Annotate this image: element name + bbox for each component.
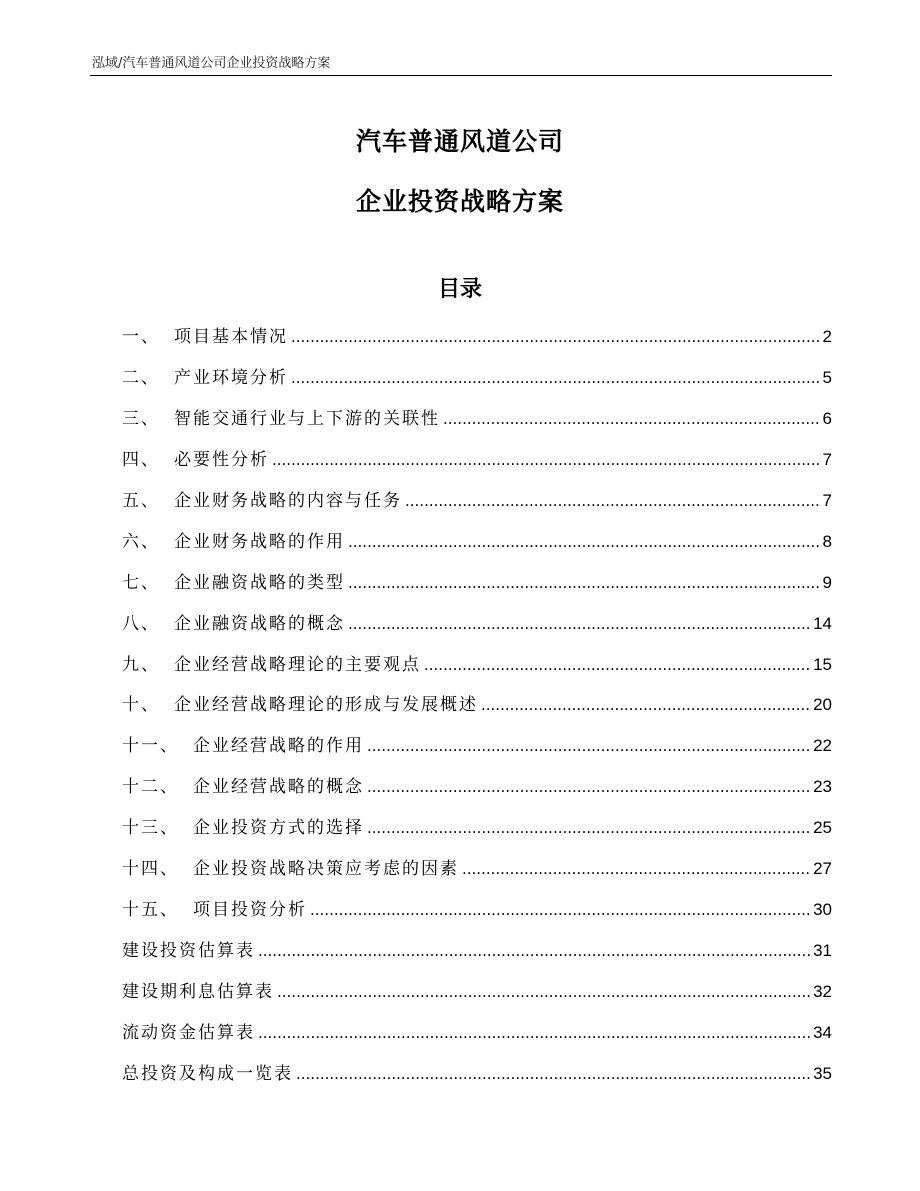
toc-dot-leader xyxy=(462,855,811,883)
toc-entry-title xyxy=(122,814,364,842)
toc-entry[interactable] xyxy=(122,896,832,937)
toc-entry-page: 34 xyxy=(813,1022,832,1042)
toc-entry-label: 必要性分析 xyxy=(174,449,269,470)
toc-entry-title xyxy=(122,405,440,433)
toc-dot-leader xyxy=(348,528,821,556)
toc-entry-label: 项目基本情况 xyxy=(174,327,288,347)
toc-entry-title xyxy=(122,528,345,556)
toc-entry-title xyxy=(122,364,288,392)
toc-entry-title xyxy=(122,773,364,801)
toc-entry[interactable] xyxy=(122,446,832,487)
toc-entry-label: 建设投资估算表 xyxy=(122,941,255,962)
toc-entry[interactable] xyxy=(122,691,832,732)
toc-dot-leader xyxy=(367,814,811,842)
toc-entry-number: 八、 xyxy=(122,613,160,634)
toc-entry[interactable] xyxy=(122,732,832,773)
toc-entry-page: 27 xyxy=(813,859,832,879)
toc-entry-number: 十、 xyxy=(122,695,160,716)
toc-entry-label: 流动资金估算表 xyxy=(122,1022,255,1043)
toc-entry-title xyxy=(122,487,402,515)
toc-entry-title xyxy=(122,896,307,924)
toc-entry[interactable] xyxy=(122,528,832,569)
toc-entry-label: 企业经营战略的概念 xyxy=(193,777,364,798)
toc-entry-label: 企业投资战略决策应考虑的因素 xyxy=(193,859,459,880)
toc-entry[interactable] xyxy=(122,978,832,1019)
toc-entry-title xyxy=(122,1060,293,1088)
toc-entry[interactable] xyxy=(122,323,832,364)
toc-entry-number: 七、 xyxy=(122,572,160,593)
header-rule xyxy=(90,75,832,76)
toc-entry-title xyxy=(122,937,255,965)
toc-entry[interactable] xyxy=(122,364,832,405)
toc-dot-leader xyxy=(367,732,811,760)
toc-entry[interactable] xyxy=(122,569,832,610)
toc-entry[interactable] xyxy=(122,814,832,855)
toc-entry-title xyxy=(122,651,421,679)
toc-entry[interactable] xyxy=(122,1060,832,1101)
toc-entry-page: 8 xyxy=(822,531,832,551)
toc-entry-page: 2 xyxy=(822,327,832,346)
toc-dot-leader xyxy=(277,978,811,1006)
toc-entry-number: 一、 xyxy=(122,327,160,347)
toc-entry-page: 5 xyxy=(822,367,832,387)
toc-dot-leader xyxy=(367,773,811,801)
toc-dot-leader xyxy=(424,651,811,679)
toc-dot-leader xyxy=(443,405,821,433)
toc-entry[interactable] xyxy=(122,610,832,651)
toc-entry-number: 十五、 xyxy=(122,900,179,921)
toc-entry[interactable] xyxy=(122,651,832,692)
toc-entry-page: 15 xyxy=(813,654,832,674)
toc-dot-leader xyxy=(291,323,821,351)
toc-entry-page: 7 xyxy=(822,490,832,510)
toc-entry-page: 23 xyxy=(813,777,832,797)
toc-entry-page: 32 xyxy=(813,982,832,1001)
toc-entry-title xyxy=(122,323,288,351)
toc-entry-title xyxy=(122,610,345,638)
running-header: 泓域/汽车普通风道公司企业投资战略方案 xyxy=(92,56,331,71)
toc-entry-page: 25 xyxy=(813,818,832,838)
toc-entry-number: 二、 xyxy=(122,367,160,388)
toc-entry-label: 建设期利息估算表 xyxy=(122,982,274,1002)
toc-entry-title xyxy=(122,1019,255,1047)
toc-entry[interactable] xyxy=(122,937,832,978)
toc-entry[interactable] xyxy=(122,487,832,528)
toc-entry-title xyxy=(122,569,345,597)
toc-dot-leader xyxy=(310,896,811,924)
toc-entry-title xyxy=(122,446,269,474)
toc-entry-label: 企业经营战略理论的形成与发展概述 xyxy=(174,695,478,716)
toc-entry[interactable] xyxy=(122,405,832,446)
toc-entry-title xyxy=(122,732,364,760)
toc-entry-number: 五、 xyxy=(122,490,160,511)
toc-entry-number: 四、 xyxy=(122,449,160,470)
toc-dot-leader xyxy=(405,487,821,515)
toc-entry-page: 22 xyxy=(813,736,832,756)
toc-entry-label: 企业投资方式的选择 xyxy=(193,818,364,839)
toc-dot-leader xyxy=(258,1019,811,1047)
toc-entry-label: 企业融资战略的类型 xyxy=(174,572,345,593)
toc-entry-label: 企业财务战略的作用 xyxy=(174,531,345,552)
toc-entry-label: 企业融资战略的概念 xyxy=(174,613,345,634)
toc-entry-page: 7 xyxy=(822,449,832,469)
toc-entry-label: 企业经营战略的作用 xyxy=(193,736,364,757)
toc-entry-page: 14 xyxy=(813,613,832,633)
toc-entry-number: 三、 xyxy=(122,408,160,429)
toc-entry[interactable] xyxy=(122,773,832,814)
toc-entry-label: 企业经营战略理论的主要观点 xyxy=(174,654,421,675)
toc-entry-page: 6 xyxy=(822,408,832,428)
toc-entry-title xyxy=(122,855,459,883)
toc-entry-number: 九、 xyxy=(122,654,160,675)
toc-entry-label: 项目投资分析 xyxy=(193,900,307,921)
toc-entry-label: 智能交通行业与上下游的关联性 xyxy=(174,408,440,429)
toc-dot-leader xyxy=(348,569,821,597)
toc-entry-label: 企业财务战略的内容与任务 xyxy=(174,490,402,511)
toc-entry-label: 总投资及构成一览表 xyxy=(122,1063,293,1084)
toc-dot-leader xyxy=(258,937,811,965)
toc-entry-page: 30 xyxy=(813,900,832,920)
toc-entry-page: 20 xyxy=(813,695,832,715)
document-title: 汽车普通风道公司 xyxy=(355,127,564,156)
toc-entry-title xyxy=(122,978,274,1006)
document-subtitle: 企业投资战略方案 xyxy=(355,187,564,216)
toc-entry-number: 六、 xyxy=(122,531,160,552)
toc-entry[interactable] xyxy=(122,855,832,896)
toc-entry[interactable] xyxy=(122,1019,832,1060)
toc-entry-title xyxy=(122,691,478,719)
toc-dot-leader xyxy=(272,446,821,474)
toc-entry-number: 十四、 xyxy=(122,859,179,880)
toc-dot-leader xyxy=(481,691,811,719)
toc-heading: 目录 xyxy=(437,277,482,302)
toc-dot-leader xyxy=(348,610,811,638)
toc-entry-page: 31 xyxy=(813,941,832,961)
toc-entry-page: 35 xyxy=(813,1063,832,1083)
toc-dot-leader xyxy=(291,364,821,392)
toc-entry-number: 十二、 xyxy=(122,777,179,798)
toc-entry-label: 产业环境分析 xyxy=(174,367,288,388)
toc-entry-number: 十三、 xyxy=(122,818,179,839)
table-of-contents xyxy=(122,323,832,1101)
toc-dot-leader xyxy=(296,1060,811,1088)
toc-entry-page: 9 xyxy=(822,572,832,592)
toc-entry-number: 十一、 xyxy=(122,736,179,757)
